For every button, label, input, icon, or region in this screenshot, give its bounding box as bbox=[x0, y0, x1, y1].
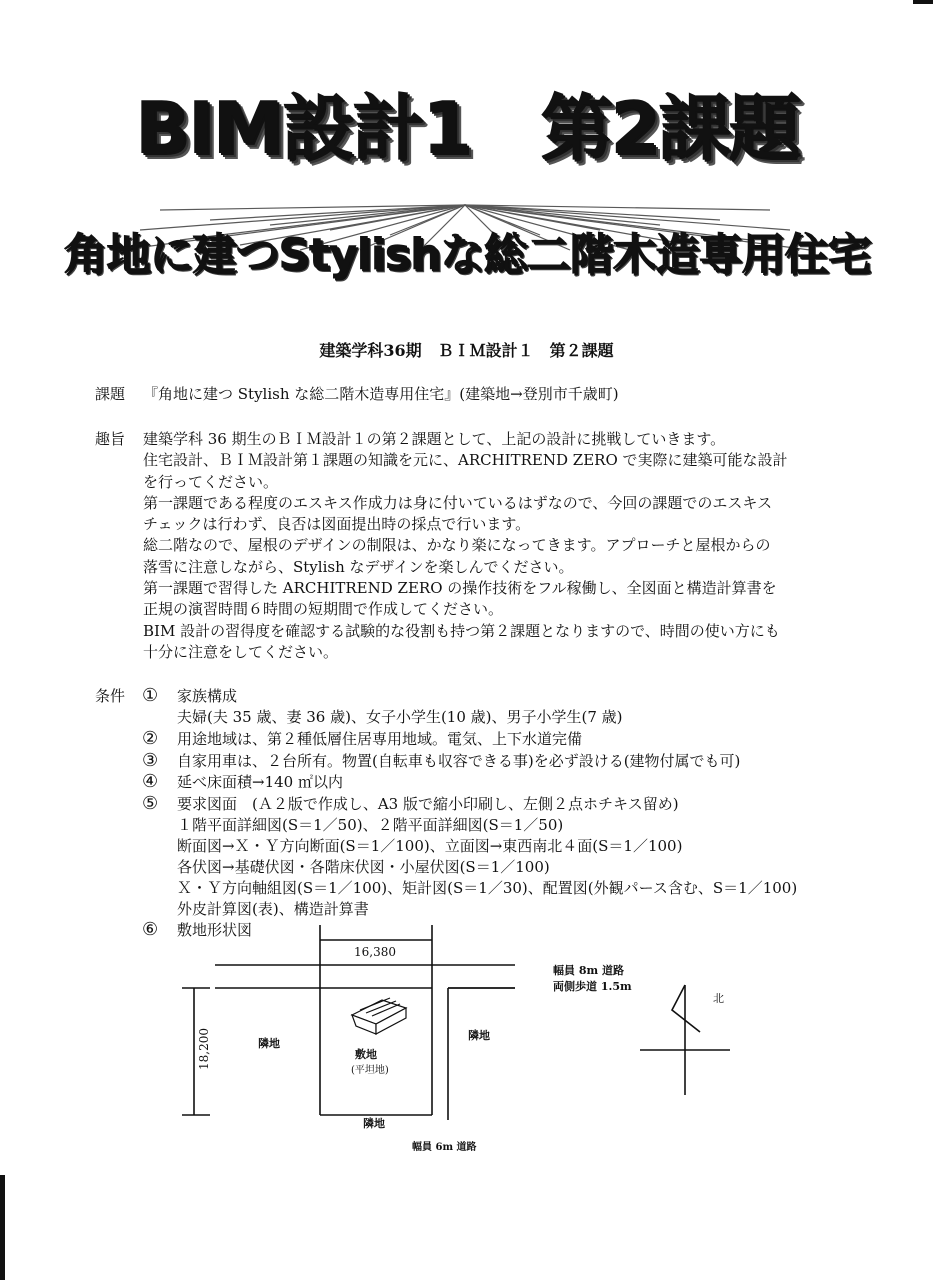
condition-text: １階平面詳細図(S＝1／50)、２階平面詳細図(S＝1／50) bbox=[177, 816, 564, 834]
purpose-line: BIM 設計の習得度を確認する試験的な役割も持つ第２課題となりますので、時間の使い方にも bbox=[143, 621, 780, 640]
site-depth-dimension: 18,200 bbox=[197, 1028, 211, 1070]
condition-text: Ｘ・Ｙ方向軸組図(S＝1／100)、矩計図(S＝1／30)、配置図(外観パース含む、S＝1／100) bbox=[177, 879, 798, 897]
condition-text: 断面図→Ｘ・Ｙ方向断面(S＝1／100)、立面図→東西南北４面(S＝1／100) bbox=[177, 837, 683, 855]
conditions-label: 条件 bbox=[95, 687, 126, 705]
condition-text: 敷地形状図 bbox=[177, 921, 253, 939]
north-road-sidewalk-label: 両側歩道 1.5m bbox=[553, 980, 632, 993]
condition-text: 外皮計算図(表)、構造計算書 bbox=[177, 900, 369, 918]
scan-edge-mark bbox=[0, 1175, 5, 1280]
purpose-line: 第一課題である程度のエスキス作成力は身に付いているはずなので、今回の課題でのエスキス bbox=[143, 493, 773, 512]
page-title: BIM設計1 第2課題 bbox=[134, 86, 799, 170]
assignment-label: 課題 bbox=[95, 385, 126, 403]
condition-text: 夫婦(夫 35 歳、妻 36 歳)、女子小学生(10 歳)、男子小学生(7 歳) bbox=[177, 708, 623, 726]
purpose-line: 正規の演習時間６時間の短期間で作成してください。 bbox=[143, 600, 504, 619]
house-sketch-icon bbox=[352, 998, 406, 1034]
condition-number: ② bbox=[142, 728, 159, 749]
purpose-line: 住宅設計、ＢＩＭ設計第１課題の知識を元に、ARCHITREND ZERO で実際に建築可能な設計 bbox=[143, 451, 788, 470]
condition-text: 用途地域は、第２種低層住居専用地域。電気、上下水道完備 bbox=[177, 730, 583, 748]
west-neighbor-label: 隣地 bbox=[258, 1037, 280, 1050]
scan-edge-mark bbox=[913, 0, 933, 4]
purpose-line: 第一課題で習得した ARCHITREND ZERO の操作技術をフル稼働し、全図面と構造計算書を bbox=[143, 579, 777, 598]
condition-number: ⑥ bbox=[142, 919, 159, 940]
purpose-line: を行ってください。 bbox=[143, 472, 279, 491]
assignment-text: 『角地に建つ Stylish な総二階木造専用住宅』(建築地→登別市千歳町) bbox=[143, 385, 619, 403]
condition-number: ⑤ bbox=[142, 793, 159, 814]
condition-text: 家族構成 bbox=[177, 687, 238, 705]
condition-text: 各伏図→基礎伏図・各階床伏図・小屋伏図(S＝1／100) bbox=[177, 858, 550, 876]
east-neighbor-label: 隣地 bbox=[468, 1029, 490, 1042]
condition-number: ③ bbox=[142, 750, 159, 771]
condition-text: 要求図面 (Ａ２版で作成し、A3 版で縮小印刷し、左側２点ホチキス留め) bbox=[177, 795, 679, 813]
condition-number: ④ bbox=[142, 771, 159, 792]
purpose-line: 建築学科 36 期生のＢＩＭ設計１の第２課題として、上記の設計に挑戦していきます。 bbox=[143, 430, 726, 448]
page-subtitle: 角地に建つStylishな総二階木造専用住宅 bbox=[62, 229, 871, 280]
south-road-label: 幅員 6m 道路 bbox=[412, 1142, 477, 1153]
site-note: (平坦地) bbox=[351, 1065, 389, 1076]
document-heading: 建築学科36期 ＢＩＭ設計１ 第２課題 bbox=[319, 341, 614, 360]
site-width-dimension: 16,380 bbox=[354, 945, 396, 959]
purpose-label: 趣旨 bbox=[95, 430, 126, 448]
north-mark-label: 北 bbox=[713, 992, 724, 1005]
south-neighbor-label: 隣地 bbox=[363, 1117, 385, 1130]
condition-number: ① bbox=[142, 685, 159, 706]
purpose-line: 十分に注意をしてください。 bbox=[143, 642, 339, 661]
purpose-line: チェックは行わず、良否は図面提出時の採点で行います。 bbox=[143, 515, 531, 534]
purpose-line: 総二階なので、屋根のデザインの制限は、かなり楽になってきます。アプローチと屋根からの bbox=[143, 536, 771, 555]
north-road-label: 幅員 8m 道路 bbox=[553, 964, 624, 977]
site-plan-drawing bbox=[170, 920, 930, 1170]
condition-text: 自家用車は、２台所有。物置(自転車も収容できる事)を必ず設ける(建物付属でも可) bbox=[177, 752, 741, 770]
condition-text: 延べ床面積→140 ㎡以内 bbox=[177, 773, 343, 791]
purpose-line: 落雪に注意しながら、Stylish なデザインを楽しんでください。 bbox=[143, 557, 574, 576]
purpose-body bbox=[143, 429, 788, 663]
site-label: 敷地 bbox=[355, 1048, 377, 1061]
